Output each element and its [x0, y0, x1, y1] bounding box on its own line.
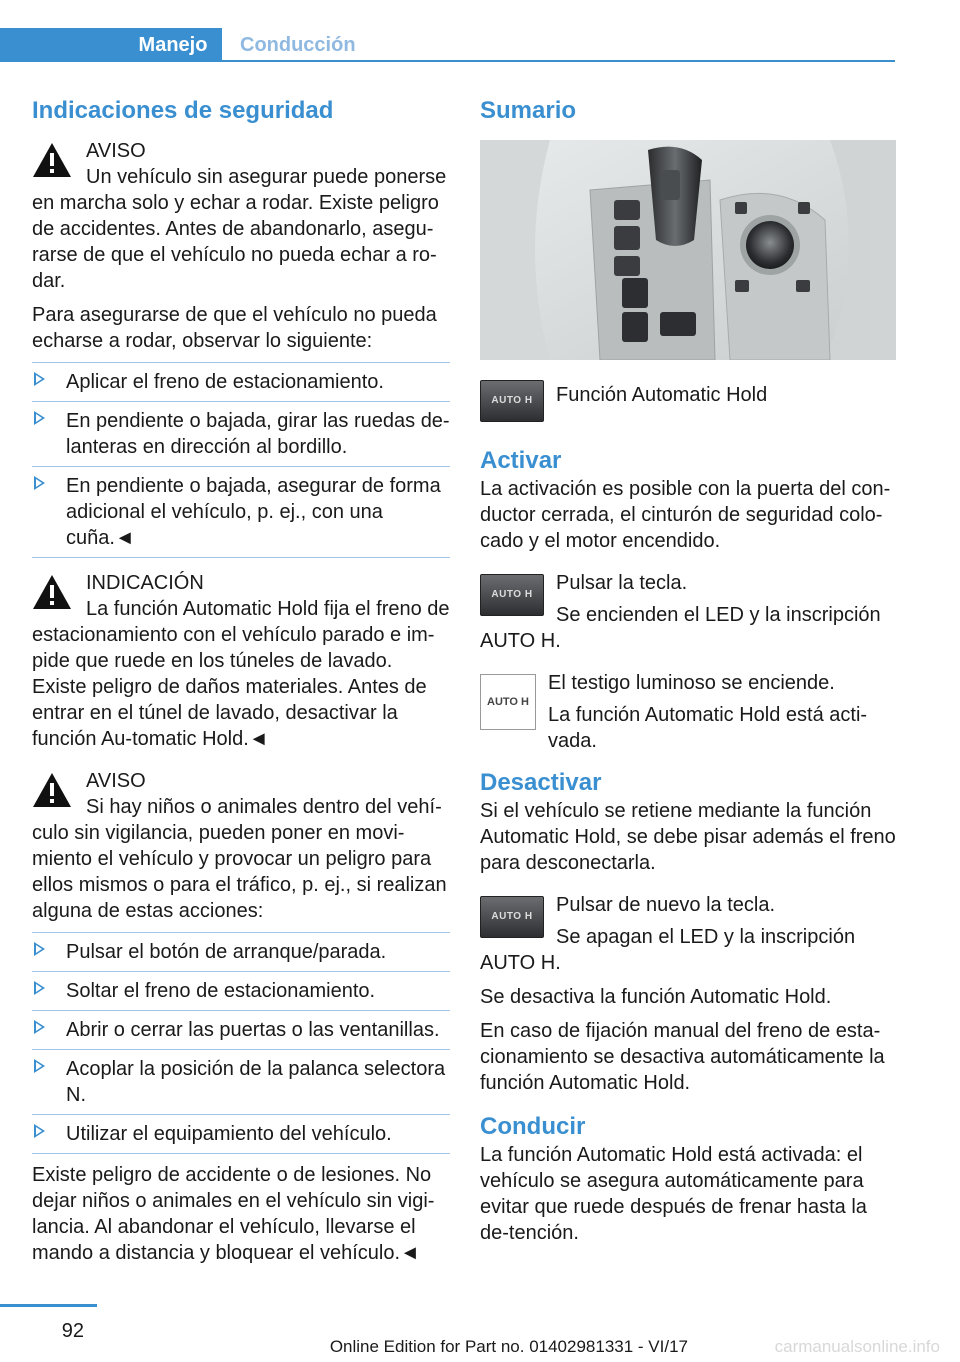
auto-h-indicator-lamp-icon: AUTO H: [480, 674, 536, 730]
paragraph: Se desactiva la función Automatic Hold.: [480, 986, 832, 1008]
list-item: Pulsar el botón de arranque/parada.: [32, 932, 450, 972]
tab-manejo[interactable]: Manejo: [124, 28, 222, 62]
watermark: carmanualsonline.info: [774, 1337, 940, 1356]
activate-step: [480, 570, 896, 654]
bullet-list: [32, 932, 450, 1154]
warning-block: [32, 138, 450, 294]
triangle-bullet-icon: [34, 476, 45, 490]
warning-triangle-icon: [32, 772, 72, 808]
warning-text: Un vehículo sin asegurar puede ponerse en marcha solo y echar a rodar. Existe peligro de accidentes. Antes de abandonarlo, asegu-rarse de que el vehículo no pueda echar a ro-dar.: [32, 166, 447, 292]
paragraph: Si el vehículo se retiene mediante la función Automatic Hold, se debe pisar además el freno para desconectarla.: [480, 800, 896, 874]
warning-block: [32, 768, 450, 924]
lamp-text: El testigo luminoso se enciende.: [548, 672, 835, 694]
step-result: Se apagan el LED y la inscripción AUTO H.: [480, 926, 856, 974]
summary-caption-row: [480, 376, 896, 426]
list-item: Soltar el freno de estacionamiento.: [32, 972, 450, 1011]
triangle-bullet-icon: [34, 1059, 45, 1073]
list-item: Acoplar la posición de la palanca selectora N.: [32, 1050, 450, 1115]
section-heading-drive: Conducir: [480, 1113, 586, 1140]
header-bar: [0, 28, 124, 62]
list-item: Abrir o cerrar las puertas o las ventanillas.: [32, 1011, 450, 1050]
step-instruction: Pulsar de nuevo la tecla.: [556, 894, 776, 916]
paragraph: La función Automatic Hold está activada: el vehículo se asegura automáticamente para evitar que ruede después de frenar hasta la de-tención.: [480, 1144, 867, 1244]
summary-caption: Función Automatic Hold: [556, 384, 768, 406]
auto-h-button[interactable]: AUTO H: [480, 380, 544, 422]
list-item: Aplicar el freno de estacionamiento.: [32, 362, 450, 402]
header-rule: [222, 60, 895, 62]
section-heading-safety: Indicaciones de seguridad: [32, 97, 334, 124]
page-number: 92: [61, 1320, 84, 1342]
section-heading-deactivate: Desactivar: [480, 769, 602, 796]
notice-label: INDICACIÓN: [86, 572, 204, 594]
lamp-text: La función Automatic Hold está acti-vada.: [548, 704, 868, 752]
page-header: [0, 0, 960, 62]
triangle-bullet-icon: [34, 411, 45, 425]
footer-rule: [0, 1304, 97, 1307]
triangle-bullet-icon: [34, 942, 45, 956]
triangle-bullet-icon: [34, 981, 45, 995]
triangle-bullet-icon: [34, 1020, 45, 1034]
deactivate-step: [480, 892, 896, 976]
warning-label: AVISO: [86, 140, 146, 162]
warning-triangle-icon: [32, 142, 72, 178]
triangle-bullet-icon: [34, 372, 45, 386]
triangle-bullet-icon: [34, 1124, 45, 1138]
section-heading-activate: Activar: [480, 447, 562, 474]
bullet-list: [32, 362, 450, 558]
paragraph: Para asegurarse de que el vehículo no pueda echarse a rodar, observar lo siguiente:: [32, 304, 437, 352]
step-result: Se encienden el LED y la inscripción AUTO H.: [480, 604, 881, 652]
paragraph: En caso de fijación manual del freno de esta-cionamiento se desactiva automáticamente la función Automatic Hold.: [480, 1020, 885, 1094]
center-console-image: [480, 140, 896, 360]
list-item: En pendiente o bajada, asegurar de forma adicional el vehículo, p. ej., con una cuña.◄: [32, 467, 450, 558]
tab-conduccion[interactable]: Conducción: [240, 34, 356, 56]
left-column: [32, 96, 450, 1266]
list-item: En pendiente o bajada, girar las ruedas de-lanteras en dirección al bordillo.: [32, 402, 450, 467]
notice-text: La función Automatic Hold fija el freno de estacionamiento con el vehículo parado e im-pide que ruede en los túneles de lavado. Existe peligro de daños materiales. Antes de entrar en el túnel de lavado, desactivar la función Au-tomatic Hold.◄: [32, 598, 450, 750]
edition-text: Online Edition for Part no. 01402981331 - VI/17: [329, 1337, 688, 1356]
center-console-illustration: [480, 140, 896, 360]
paragraph: La activación es posible con la puerta del con-ductor cerrada, el cinturón de seguridad colo-cado y el motor encendido.: [480, 478, 891, 552]
paragraph: Existe peligro de accidente o de lesiones. No dejar niños o animales en el vehículo sin vigi-lancia. Al abandonar el vehículo, llevarse el mando a distancia y bloquear el vehículo.◄: [32, 1164, 435, 1264]
auto-h-button[interactable]: AUTO H: [480, 896, 544, 938]
section-heading-summary: Sumario: [480, 97, 577, 124]
step-instruction: Pulsar la tecla.: [556, 572, 688, 594]
auto-h-button[interactable]: AUTO H: [480, 574, 544, 616]
warning-triangle-icon: [32, 574, 72, 610]
indicator-lamp-row: [480, 670, 896, 754]
warning-label: AVISO: [86, 770, 146, 792]
notice-block: [32, 570, 450, 752]
warning-text: Si hay niños o animales dentro del vehí-culo sin vigilancia, pueden poner en movi-miento el vehículo y provocar un peligro para ellos mismos o para el tráfico, p. ej., si realizan alguna de estas acciones:: [32, 796, 447, 922]
right-column: [480, 96, 896, 1246]
list-item: Utilizar el equipamiento del vehículo.: [32, 1115, 450, 1154]
